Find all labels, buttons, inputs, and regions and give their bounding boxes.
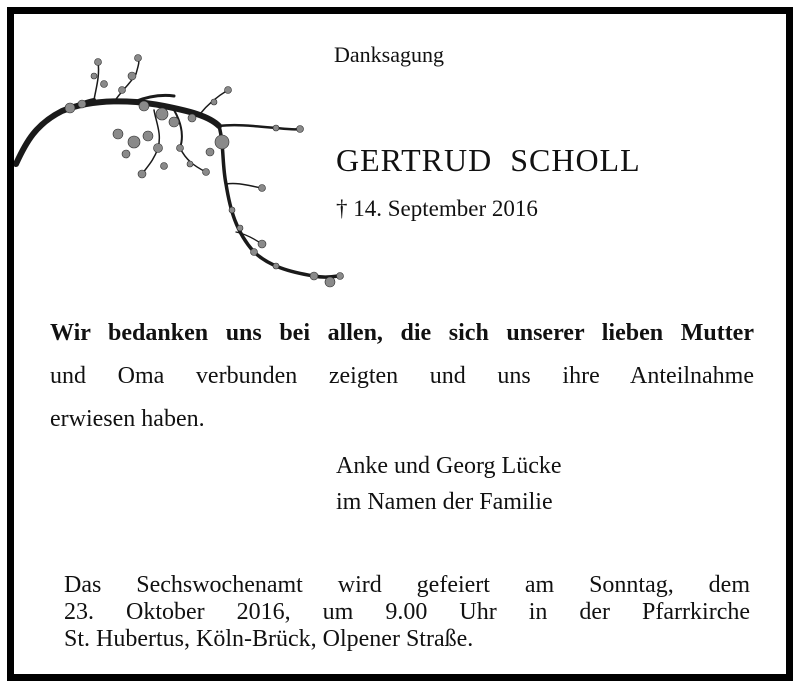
service-announcement xyxy=(64,572,750,653)
message-line-3: erwiesen haben. xyxy=(50,406,205,432)
signature-block xyxy=(336,448,562,520)
service-line-3: St. Hubertus, Köln-Brück, Olpener Straße. xyxy=(64,626,474,652)
message-line-1: Wir bedanken uns bei allen, die sich unserer lieben Mutter xyxy=(50,320,754,346)
signature-family: im Namen der Familie xyxy=(336,489,553,515)
service-line-2: 23. Oktober 2016, um 9.00 Uhr in der Pfarrkirche xyxy=(64,599,750,625)
signature-names: Anke und Georg Lücke xyxy=(336,453,562,479)
message-line-2: und Oma verbunden zeigten und uns ihre Anteilnahme xyxy=(50,363,754,389)
death-date: † 14. September 2016 xyxy=(336,196,538,221)
notice-frame xyxy=(7,7,793,681)
thank-you-message xyxy=(50,312,754,441)
notice-heading: Danksagung xyxy=(334,42,444,67)
blossom-branch-icon xyxy=(14,14,354,299)
service-line-1: Das Sechswochenamt wird gefeiert am Sonntag, dem xyxy=(64,572,750,598)
deceased-name: GERTRUD SCHOLL xyxy=(336,142,641,178)
